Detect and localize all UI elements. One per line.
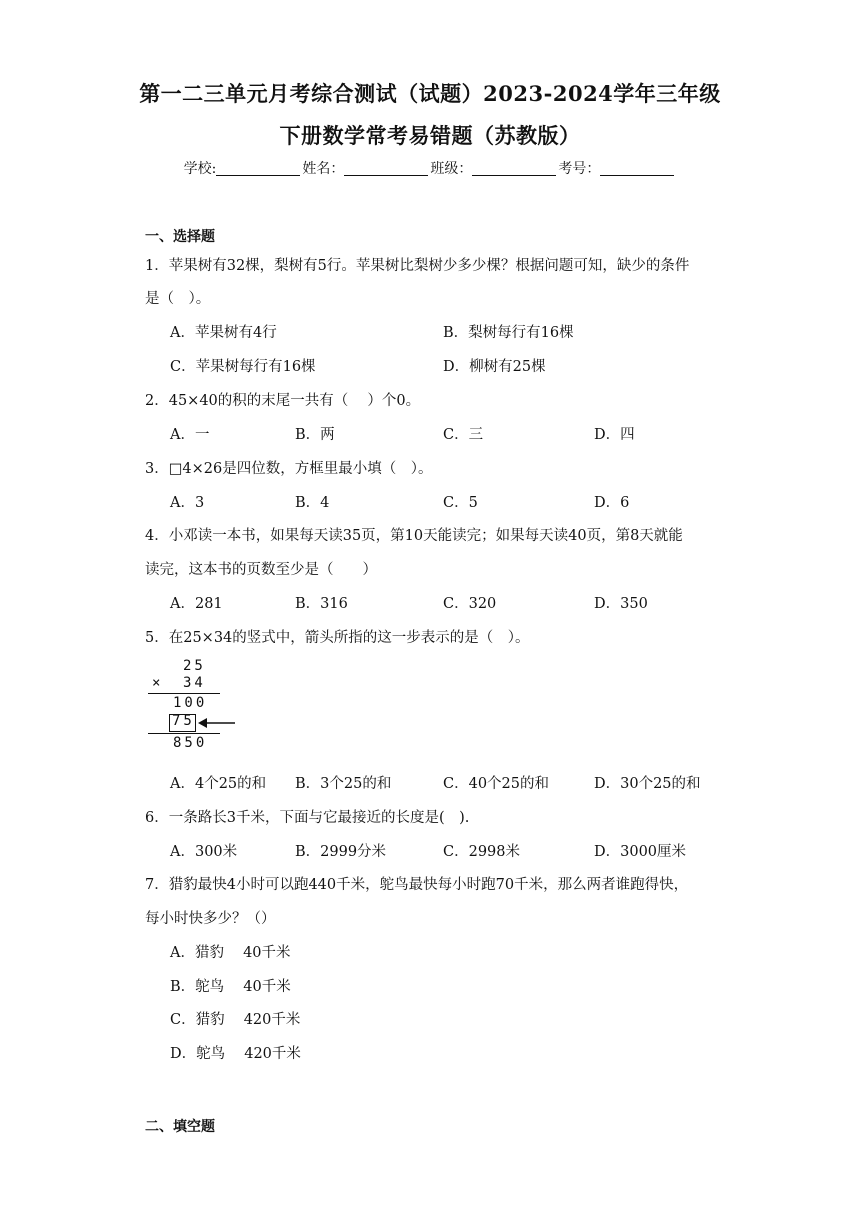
question-7-option-a: A．猎豹 40千米: [170, 945, 291, 961]
question-7-option-b: B．鸵鸟 40千米: [170, 979, 291, 995]
exam-title-line-1: 第一二三单元月考综合测试（试题）2023-2024学年三年级: [139, 81, 721, 106]
multiplicand: 25: [183, 658, 206, 674]
question-2-option-d: D．四: [594, 427, 635, 443]
class-blank: [472, 161, 556, 176]
question-1-option-a: A．苹果树有4行: [170, 325, 277, 341]
question-3-option-d: D．6: [594, 495, 630, 511]
question-1-option-c: C．苹果树每行有16棵: [170, 359, 316, 375]
question-3-option-b: B．4: [295, 495, 330, 511]
question-5-text: 5．在25×34的竖式中，箭头所指的这一步表示的是（ ）。: [145, 630, 530, 646]
question-7-option-d: D．鸵鸟 420千米: [170, 1046, 301, 1062]
question-7-option-c: C．猎豹 420千米: [170, 1012, 301, 1028]
exam-number-label: 考号：: [558, 161, 601, 177]
school-blank: [216, 161, 300, 176]
arrow-left-icon: [198, 716, 236, 730]
question-2-option-a: A．一: [170, 427, 210, 443]
school-label: 学校:: [183, 161, 217, 177]
question-2-option-c: C．三: [443, 427, 484, 443]
question-1-option-d: D．柳树有25棵: [443, 359, 546, 375]
question-5-option-d: D．30个25的和: [594, 776, 701, 792]
question-4-line-1: 4．小邓读一本书，如果每天读35页，第10天能读完；如果每天读40页，第8天就能: [145, 528, 683, 544]
question-2-option-b: B．两: [295, 427, 335, 443]
first-rule-line: [148, 693, 220, 694]
section-heading-fill-in: 二、填空题: [145, 1119, 215, 1135]
vertical-multiplication-figure: [140, 658, 250, 758]
question-3-option-c: C．5: [443, 495, 478, 511]
name-blank: [344, 161, 428, 176]
question-7-line-1: 7．猎豹最快4小时可以跑440千米，鸵鸟最快每小时跑70千米，那么两者谁跑得快，: [145, 877, 689, 893]
exam-number-blank: [600, 161, 674, 176]
exam-title-line-2: 下册数学常考易错题（苏教版）: [279, 123, 581, 148]
question-4-option-a: A．281: [170, 596, 223, 612]
question-6-text: 6．一条路长3千米，下面与它最接近的长度是( ).: [145, 810, 470, 826]
question-1-option-b: B．梨树每行有16棵: [443, 325, 574, 341]
student-info-line: [0, 158, 860, 178]
question-4-option-b: B．316: [295, 596, 348, 612]
question-3-text: 3．□4×26是四位数，方框里最小填（ ）。: [145, 461, 433, 477]
question-4-line-2: 读完，这本书的页数至少是（ ）: [145, 562, 377, 578]
question-2-text: 2．45×40的积的末尾一共有（ ）个0。: [145, 393, 421, 409]
second-rule-line: [148, 733, 220, 734]
partial-product-1: 100: [173, 695, 208, 711]
question-6-option-c: C．2998米: [443, 844, 520, 860]
question-5-option-c: C．40个25的和: [443, 776, 549, 792]
multiply-sign: ×: [152, 675, 164, 691]
question-3-option-a: A．3: [170, 495, 205, 511]
question-6-option-a: A．300米: [170, 844, 238, 860]
question-6-option-d: D．3000厘米: [594, 844, 687, 860]
question-4-option-d: D．350: [594, 596, 648, 612]
question-5-option-a: A．4个25的和: [170, 776, 267, 792]
name-label: 姓名：: [302, 161, 345, 177]
class-label: 班级：: [430, 161, 473, 177]
question-1-line-1: 1．苹果树有32棵，梨树有5行。苹果树比梨树少多少棵？根据问题可知，缺少的条件: [145, 258, 690, 274]
multiplier: 34: [183, 675, 206, 691]
question-7-line-2: 每小时快多少？（）: [145, 911, 276, 927]
section-heading-choice: 一、选择题: [145, 229, 215, 245]
product-result: 850: [173, 735, 208, 751]
question-5-option-b: B．3个25的和: [295, 776, 392, 792]
question-4-option-c: C．320: [443, 596, 497, 612]
question-1-line-2: 是（ ）。: [145, 291, 211, 307]
question-6-option-b: B．2999分米: [295, 844, 387, 860]
partial-product-2: 75: [172, 713, 195, 729]
